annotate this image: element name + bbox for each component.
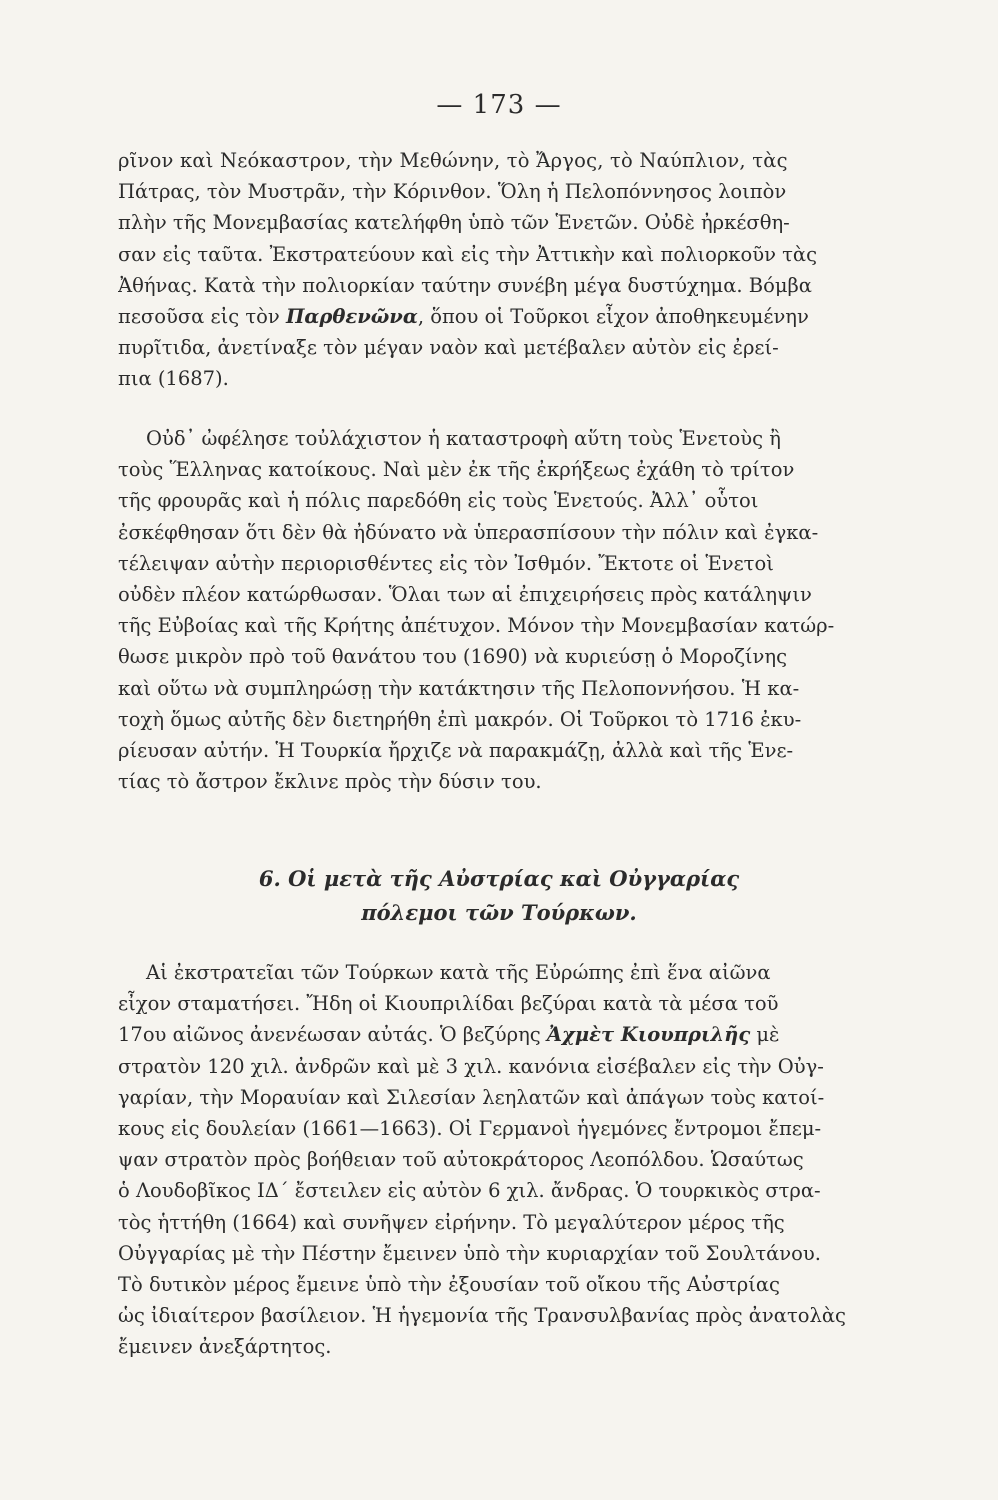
text-line: στρατὸν 120 χιλ. ἀνδρῶν καὶ μὲ 3 χιλ. κανόνια εἰσέβαλεν εἰς τὴν Οὐγ-	[118, 1054, 824, 1078]
text-line: Τὸ δυτικὸν μέρος ἔμεινε ὑπὸ τὴν ἐξουσίαν τοῦ οἴκου τῆς Αὐστρίας	[118, 1272, 780, 1296]
text-line: Αἱ ἐκστρατεῖαι τῶν Τούρκων κατὰ τῆς Εὐρώπης ἐπὶ ἕνα αἰῶνα	[146, 961, 771, 984]
text-line: τὸς ἡττήθη (1664) καὶ συνῆψεν εἰρήνην. Τὸ μεγαλύτερον μέρος τῆς	[118, 1210, 785, 1234]
text-line: οὐδὲν πλέον κατώρθωσαν. Ὅλαι των αἱ ἐπιχειρήσεις πρὸς κατάληψιν	[118, 582, 812, 606]
emphasis-parthenon: Παρθενῶνα	[285, 304, 418, 328]
text-line: πλὴν τῆς Μονεμβασίας κατελήφθη ὑπὸ τῶν Ἑνετῶν. Οὐδὲ ἠρκέσθη-	[118, 211, 790, 235]
text-line: κους εἰς δουλείαν (1661—1663). Οἱ Γερμανοὶ ἡγεμόνες ἔντρομοι ἔπεμ-	[118, 1116, 822, 1140]
text-line: τῆς Εὐβοίας καὶ τῆς Κρήτης ἀπέτυχον. Μόνον τὴν Μονεμβασίαν κατώρ-	[118, 614, 835, 638]
text-line: τίας τὸ ἄστρον ἔκλινε πρὸς τὴν δύσιν του.	[118, 770, 542, 794]
text-line: πεσοῦσα εἰς τὸν Παρθενῶνα, ὅπου οἱ Τοῦρκοι εἶχον ἀποθηκευμένην	[118, 304, 809, 328]
text-line: ψαν στρατὸν πρὸς βοήθειαν τοῦ αὐτοκράτορος Λεοπόλδου. Ὡσαύτως	[118, 1148, 804, 1172]
text-line: Οὐδ᾿ ὠφέλησε τοὐλάχιστον ἡ καταστροφὴ αὕτη τοὺς Ἑνετοὺς ἢ	[146, 427, 781, 450]
paragraph-2	[118, 423, 880, 797]
section-heading-line-2: πόλεμοι τῶν Τούρκων.	[361, 900, 637, 925]
paragraph-3	[118, 957, 880, 1362]
text-line: ἔμεινεν ἀνεξάρτητος.	[118, 1335, 332, 1359]
text-line: Ἀθήνας. Κατὰ τὴν πολιορκίαν ταύτην συνέβη μέγα δυστύχημα. Βόμβα	[118, 273, 812, 297]
paragraph-1	[118, 145, 880, 395]
text-line: πυρῖτιδα, ἀνετίναξε τὸν μέγαν ναὸν καὶ μετέβαλεν αὐτὸν εἰς ἐρεί-	[118, 336, 779, 360]
text-line: Πάτρας, τὸν Μυστρᾶν, τὴν Κόρινθον. Ὅλη ἡ Πελοπόννησος λοιπὸν	[118, 180, 787, 204]
text-line: ὡς ἰδιαίτερον βασίλειον. Ἡ ἡγεμονία τῆς Τρανσυλβανίας πρὸς ἀνατολὰς	[118, 1304, 846, 1328]
section-heading-line-1: 6. Οἱ μετὰ τῆς Αὐστρίας καὶ Οὐγγαρίας	[258, 866, 740, 891]
emphasis-achmet-kioupriles: Ἀχμὲτ Κιουπριλῆς	[546, 1023, 751, 1047]
text-line: ὁ Λουδοβῖκος ΙΔ΄ ἔστειλεν εἰς αὐτὸν 6 χιλ. ἄνδρας. Ὁ τουρκικὸς στρα-	[118, 1179, 821, 1203]
text-line: γαρίαν, τὴν Μοραυίαν καὶ Σιλεσίαν λεηλατῶν καὶ ἀπάγων τοὺς κατοί-	[118, 1085, 825, 1109]
text-line: πια (1687).	[118, 367, 229, 391]
text-line: τοὺς Ἕλληνας κατοίκους. Ναὶ μὲν ἐκ τῆς ἐκρήξεως ἐχάθη τὸ τρίτον	[118, 458, 795, 482]
text-line: εἶχον σταματήσει. Ἤδη οἱ Κιουπριλίδαι βεζύραι κατὰ τὰ μέσα τοῦ	[118, 992, 779, 1016]
text-line: τοχὴ ὅμως αὐτῆς δὲν διετηρήθη ἐπὶ μακρόν. Οἱ Τοῦρκοι τὸ 1716 ἐκυ-	[118, 707, 802, 731]
text-line: ρῖνον καὶ Νεόκαστρον, τὴν Μεθώνην, τὸ Ἄργος, τὸ Ναύπλιον, τὰς	[118, 149, 788, 172]
text-line: σαν εἰς ταῦτα. Ἐκστρατεύουν καὶ εἰς τὴν Ἀττικὴν καὶ πολιορκοῦν τὰς	[118, 242, 818, 266]
text-line: τέλειψαν αὐτὴν περιορισθέντες εἰς τὸν Ἰσθμόν. Ἔκτοτε οἱ Ἑνετοὶ	[118, 551, 774, 575]
text-line: ἐσκέφθησαν ὅτι δὲν θὰ ἠδύνατο νὰ ὑπερασπίσουν τὴν πόλιν καὶ ἐγκα-	[118, 520, 819, 544]
page-number: — 173 —	[436, 90, 562, 120]
text-line: ρίευσαν αὐτήν. Ἡ Τουρκία ἤρχιζε νὰ παρακμάζῃ, ἀλλὰ καὶ τῆς Ἑνε-	[118, 738, 794, 762]
text-line: θωσε μικρὸν πρὸ τοῦ θανάτου του (1690) νὰ κυριεύσῃ ὁ Μοροζίνης	[118, 645, 787, 669]
text-line: τῆς φρουρᾶς καὶ ἡ πόλις παρεδόθη εἰς τοὺς Ἑνετούς. Ἀλλ᾿ οὗτοι	[118, 489, 759, 513]
text-line: 17ου αἰῶνος ἀνενέωσαν αὐτάς. Ὁ βεζύρης Ἀχμὲτ Κιουπριλῆς μὲ	[118, 1023, 780, 1047]
text-line: Οὐγγαρίας μὲ τὴν Πέστην ἔμεινεν ὑπὸ τὴν κυριαρχίαν τοῦ Σουλτάνου.	[118, 1241, 821, 1265]
text-line: καὶ οὕτω νὰ συμπληρώσῃ τὴν κατάκτησιν τῆς Πελοποννήσου. Ἡ κα-	[118, 676, 800, 700]
section-heading	[0, 862, 998, 930]
